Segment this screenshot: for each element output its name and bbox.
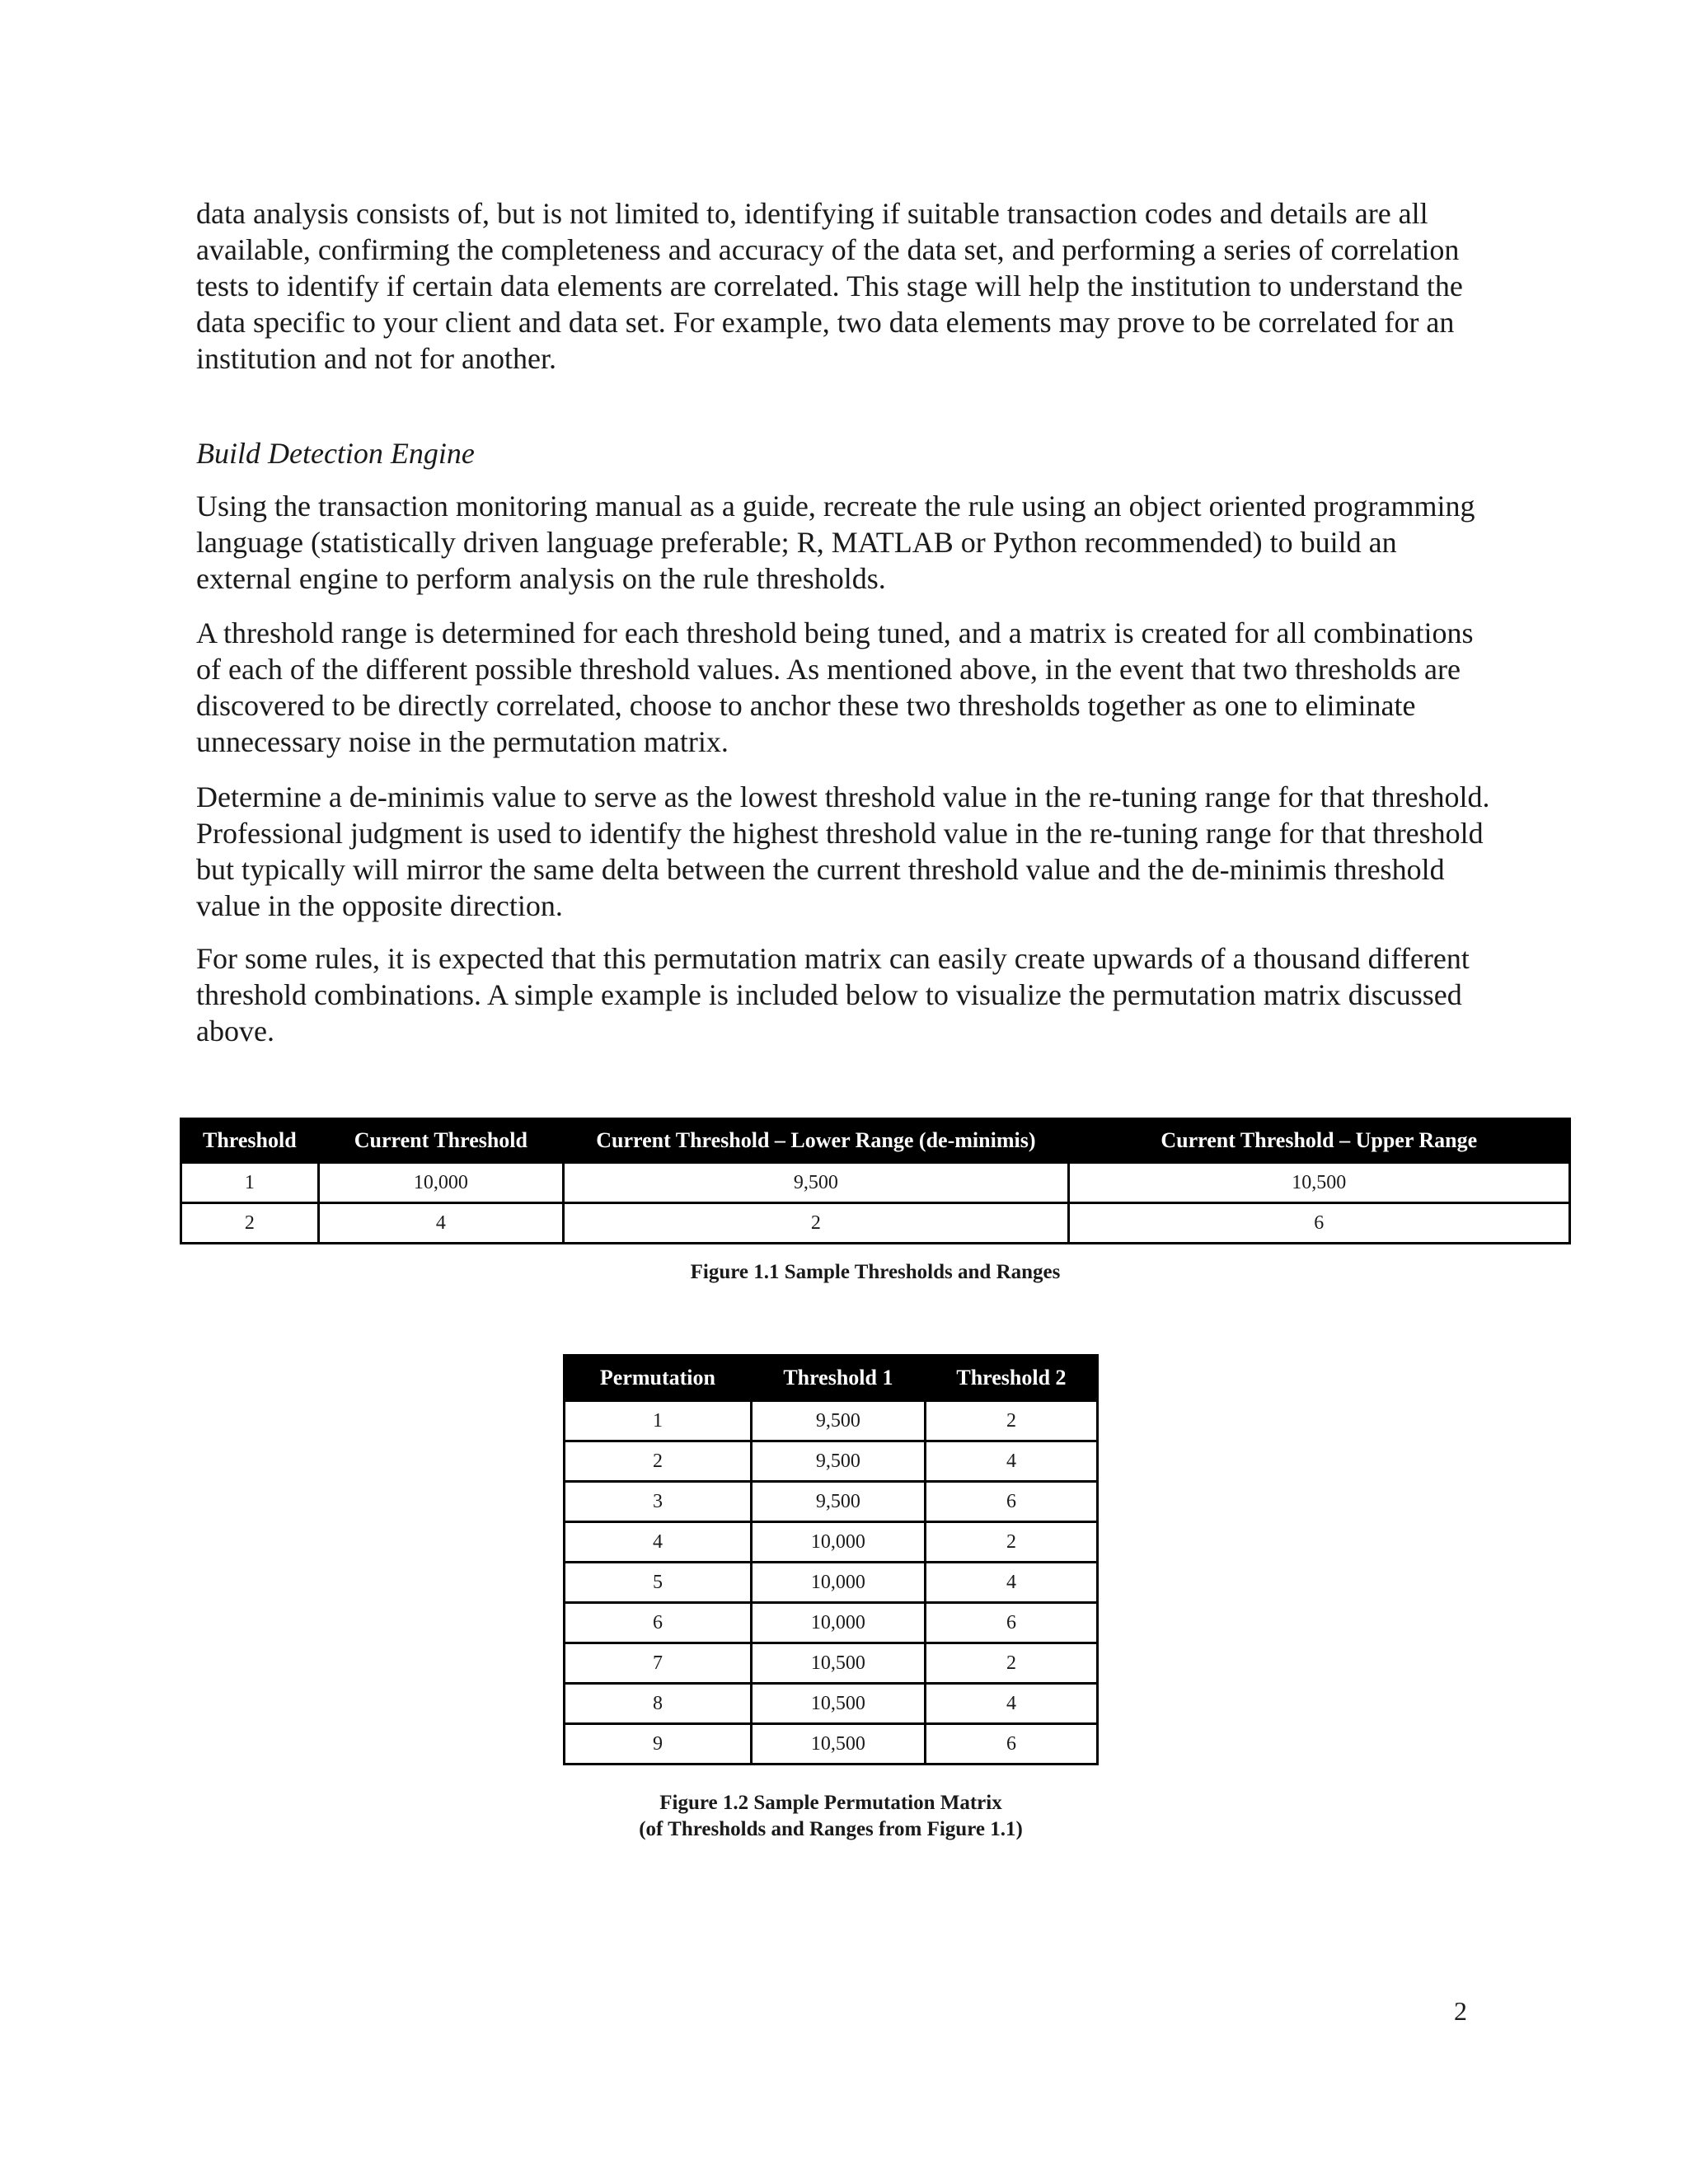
table-cell: 10,000 [751,1603,925,1643]
table-cell: 1 [565,1401,752,1441]
table-cell: 2 [925,1643,1097,1684]
table-cell: 6 [565,1603,752,1643]
caption-line-1: Figure 1.2 Sample Permutation Matrix [659,1792,1002,1814]
table-row [565,1724,1098,1765]
table-header-row [181,1119,1570,1163]
caption-line-2: (of Thresholds and Ranges from Figure 1.1) [639,1818,1023,1840]
column-header: Current Threshold [318,1119,563,1163]
table-cell: 4 [565,1522,752,1563]
column-header: Permutation [565,1356,752,1401]
table-cell: 7 [565,1643,752,1684]
table-cell: 6 [925,1724,1097,1765]
table-cell: 2 [564,1203,1068,1244]
table-cell: 10,000 [751,1563,925,1603]
table-row [565,1482,1098,1522]
thresholds-table [180,1118,1571,1244]
permutation-matrix-table [563,1354,1099,1765]
section-heading: Build Detection Engine [196,437,475,470]
table-cell: 2 [181,1203,319,1244]
table-row [565,1522,1098,1563]
table-header-row [565,1356,1098,1401]
table-cell: 9,500 [751,1482,925,1522]
paragraph-2: A threshold range is determined for each threshold being tuned, and a matrix is created for all combinations of each of the different possible threshold values. As mentioned above, in the event that two thresholds are discovered to be directly correlated, choose to anchor these two thresholds together as one to eliminate unnecessary noise in the permutation matrix. [196,616,1474,758]
figure-1-1-caption: Figure 1.1 Sample Thresholds and Ranges [690,1261,1061,1283]
table-cell: 4 [318,1203,563,1244]
table-cell: 5 [565,1563,752,1603]
table-cell: 10,000 [318,1163,563,1203]
column-header: Threshold 2 [925,1356,1097,1401]
table-row [181,1203,1570,1244]
table-cell: 4 [925,1684,1097,1724]
table-cell: 10,500 [751,1684,925,1724]
table-row [181,1163,1570,1203]
table-row [565,1563,1098,1603]
figure-1-2-caption [542,1790,1119,1843]
table-cell: 10,500 [751,1643,925,1684]
table-cell: 4 [925,1441,1097,1482]
table-row [565,1643,1098,1684]
table-cell: 2 [925,1401,1097,1441]
column-header: Current Threshold – Upper Range [1068,1119,1569,1163]
table-cell: 9 [565,1724,752,1765]
table-row [565,1603,1098,1643]
table-cell: 9,500 [751,1401,925,1441]
table-row [565,1684,1098,1724]
table-cell: 6 [1068,1203,1569,1244]
table-cell: 9,500 [751,1441,925,1482]
table-cell: 6 [925,1603,1097,1643]
page-number: 2 [1454,1996,1467,2026]
table-cell: 3 [565,1482,752,1522]
paragraph-3: Determine a de-minimis value to serve as the lowest threshold value in the re-tuning range for that threshold. Professional judgment is used to identify the highest threshold value in the re-tuning range for that threshold but typically will mirror the same delta between the current threshold value and the de-minimis threshold value in the opposite direction. [196,780,1490,922]
table-cell: 10,500 [751,1724,925,1765]
table-cell: 2 [565,1441,752,1482]
table-cell: 1 [181,1163,319,1203]
column-header: Current Threshold – Lower Range (de-minimis) [564,1119,1068,1163]
table-row [565,1401,1098,1441]
table-cell: 2 [925,1522,1097,1563]
table-cell: 4 [925,1563,1097,1603]
column-header: Threshold [181,1119,319,1163]
table-cell: 10,500 [1068,1163,1569,1203]
intro-paragraph: data analysis consists of, but is not limited to, identifying if suitable transaction codes and details are all available, confirming the completeness and accuracy of the data set, and performing a series of correlation tests to identify if certain data elements are correlated. This stage will help the institution to understand the data specific to your client and data set. For example, two data elements may prove to be correlated for an institution and not for another. [196,197,1463,375]
paragraph-1: Using the transaction monitoring manual as a guide, recreate the rule using an object oriented programming language (statistically driven language preferable; R, MATLAB or Python recommended) to build an external engine to perform analysis on the rule thresholds. [196,490,1475,595]
table-cell: 10,000 [751,1522,925,1563]
column-header: Threshold 1 [751,1356,925,1401]
paragraph-4: For some rules, it is expected that this permutation matrix can easily create upwards of a thousand different threshold combinations. A simple example is included below to visualize the permutation matrix discussed above. [196,942,1470,1047]
table-cell: 9,500 [564,1163,1068,1203]
table-row [565,1441,1098,1482]
table-cell: 8 [565,1684,752,1724]
table-cell: 6 [925,1482,1097,1522]
